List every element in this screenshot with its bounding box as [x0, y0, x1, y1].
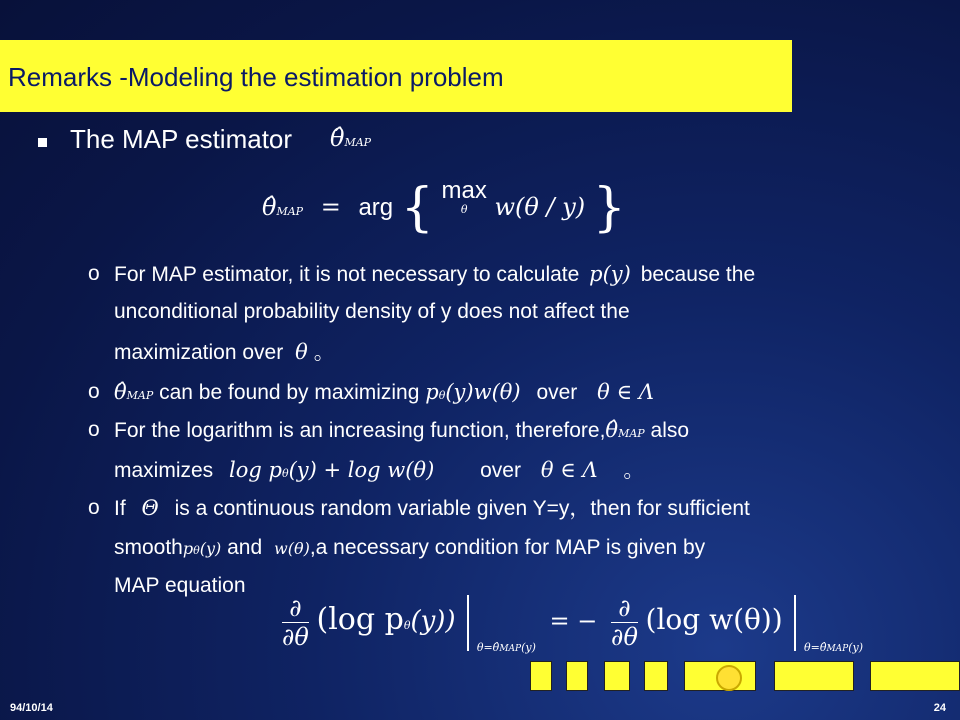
item4-p-rest: (y)	[199, 539, 222, 558]
eq1-max	[442, 178, 487, 216]
item2-p-rest: (y)w(θ)	[445, 380, 521, 404]
eq2-lhs-rest: (y))	[410, 606, 456, 636]
item2-p-sub: θ	[438, 389, 446, 402]
equation-map-condition	[282, 594, 863, 658]
item3-theta-hat-sub: MAP	[618, 427, 645, 440]
eq1-equals: =	[320, 193, 341, 221]
eq2-d2-top: ∂	[611, 594, 638, 623]
nav-next-button[interactable]	[604, 661, 630, 691]
eq2-rhs-body: (log w(θ))	[645, 603, 783, 636]
item3-line2-a: maximizes	[114, 459, 214, 482]
item1-line3-b: 。	[313, 341, 335, 364]
eq1-max-label: max	[441, 177, 487, 204]
item1-line1-b: because the	[640, 263, 756, 286]
page-number: 24	[933, 702, 946, 714]
item2-theta-in-lambda: θ ∈ Λ	[597, 380, 654, 404]
eq1-body: w(θ / y)	[494, 193, 586, 221]
eq2-d-top: ∂	[282, 594, 309, 623]
footer-date: 94/10/14	[10, 702, 53, 714]
equation-map	[262, 177, 626, 238]
item3-log-p: log p	[229, 458, 282, 482]
item4-p-sub: θ	[193, 544, 200, 557]
eq2-d2-bottom: ∂θ	[611, 623, 638, 651]
eq2-frac-left	[282, 594, 309, 651]
bullet-theta-hat: θ̂	[330, 124, 345, 152]
item4-line1-b: is a continuous random variable given Y=y，then for sufficient	[174, 497, 750, 520]
item3-theta-in-lambda: θ ∈ Λ	[540, 458, 598, 482]
bullet-sub: MAP	[344, 136, 372, 149]
item1-line1-a: For MAP estimator, it is not necessary to calculate	[114, 263, 580, 286]
nav-prev-button[interactable]	[566, 661, 588, 691]
eq2-lhs-sub: θ	[403, 619, 411, 632]
eq2-eval-bar-right	[794, 595, 796, 651]
bullet-text: The MAP estimator	[70, 124, 293, 154]
item2-theta-hat: θ̂	[114, 380, 127, 404]
slide-title: Remarks -Modeling the estimation problem	[8, 62, 504, 92]
item2-text-a: can be found by maximizing	[159, 381, 420, 404]
eq2-eval-left-a: θ=θ̂	[476, 641, 500, 654]
bullet-square-icon	[38, 138, 47, 147]
item3-line2-b: over	[480, 459, 521, 482]
item1-marker: o	[88, 262, 100, 285]
item1-line3-math: θ	[295, 340, 308, 364]
item4-line2-a: smooth	[114, 536, 183, 559]
eq1-close-brace: }	[592, 178, 626, 238]
eq2-eval-left-c: (y)	[521, 641, 536, 654]
item1-line3-a: maximization over	[114, 341, 284, 364]
item1-line1-math: p(y)	[589, 262, 631, 286]
item4-marker: o	[88, 496, 100, 519]
item2-theta-hat-sub: MAP	[126, 389, 154, 402]
item3-line1	[114, 410, 689, 454]
eq2-eval-right-c: (y)	[848, 641, 864, 654]
item4-line3: MAP equation	[114, 574, 246, 597]
item3-line2-c: 。	[623, 459, 645, 482]
item2-p: p	[425, 380, 439, 404]
eq1-max-sub: θ	[460, 203, 468, 216]
item3-line1-text: For the logarithm is an increasing function, therefore,	[114, 419, 606, 442]
eq2-frac-right	[611, 594, 638, 651]
eq2-eval-left	[477, 641, 536, 654]
item4-line2-b: and	[227, 536, 263, 559]
item2-marker: o	[88, 380, 100, 403]
eq1-lhs: θ̂	[262, 193, 277, 221]
eq1-open-brace: {	[400, 178, 434, 238]
eq2-equals-minus: = −	[549, 607, 598, 635]
eq2-eval-left-b: MAP	[499, 644, 522, 654]
bullet-math	[330, 124, 371, 152]
eq2-eval-right-a: θ=θ̂	[803, 641, 827, 654]
eq2-eval-bar-left	[467, 595, 469, 651]
item4-line2-c: ,a necessary condition for MAP is given by	[309, 536, 706, 559]
item3-log-rest: (y) + log w(θ)	[288, 458, 435, 482]
item2-text-b: over	[536, 381, 578, 404]
item4-line1	[114, 488, 750, 529]
item4-w: w(θ)	[274, 539, 310, 558]
eq2-d-bottom: ∂θ	[282, 623, 309, 651]
item4-line1-a: If	[114, 497, 126, 520]
item1-line2: unconditional probability density of y does not affect the	[114, 300, 630, 323]
item3-log-p-sub: θ	[281, 467, 289, 480]
eq1-lhs-sub: MAP	[276, 205, 304, 218]
nav-menu-button[interactable]	[774, 661, 854, 691]
item1-line1	[114, 254, 755, 295]
globe-icon[interactable]	[716, 665, 742, 691]
eq2-lhs-body: (log p	[316, 602, 404, 637]
item4-line2	[114, 528, 705, 571]
title-bar	[0, 40, 792, 112]
item1-line3	[114, 332, 335, 373]
nav-first-button[interactable]	[530, 661, 552, 691]
nav-last-button[interactable]	[644, 661, 668, 691]
item3-line1-b: also	[650, 419, 690, 442]
item4-theta-cap: Θ	[141, 496, 159, 520]
item3-theta-hat: θ̂	[605, 418, 619, 442]
nav-end-button[interactable]	[870, 661, 960, 691]
item3-marker: o	[88, 418, 100, 441]
item4-p: p	[182, 539, 194, 558]
eq2-eval-right	[804, 641, 863, 654]
eq2-eval-right-b: MAP	[826, 644, 849, 654]
eq1-arg: arg	[358, 194, 394, 221]
